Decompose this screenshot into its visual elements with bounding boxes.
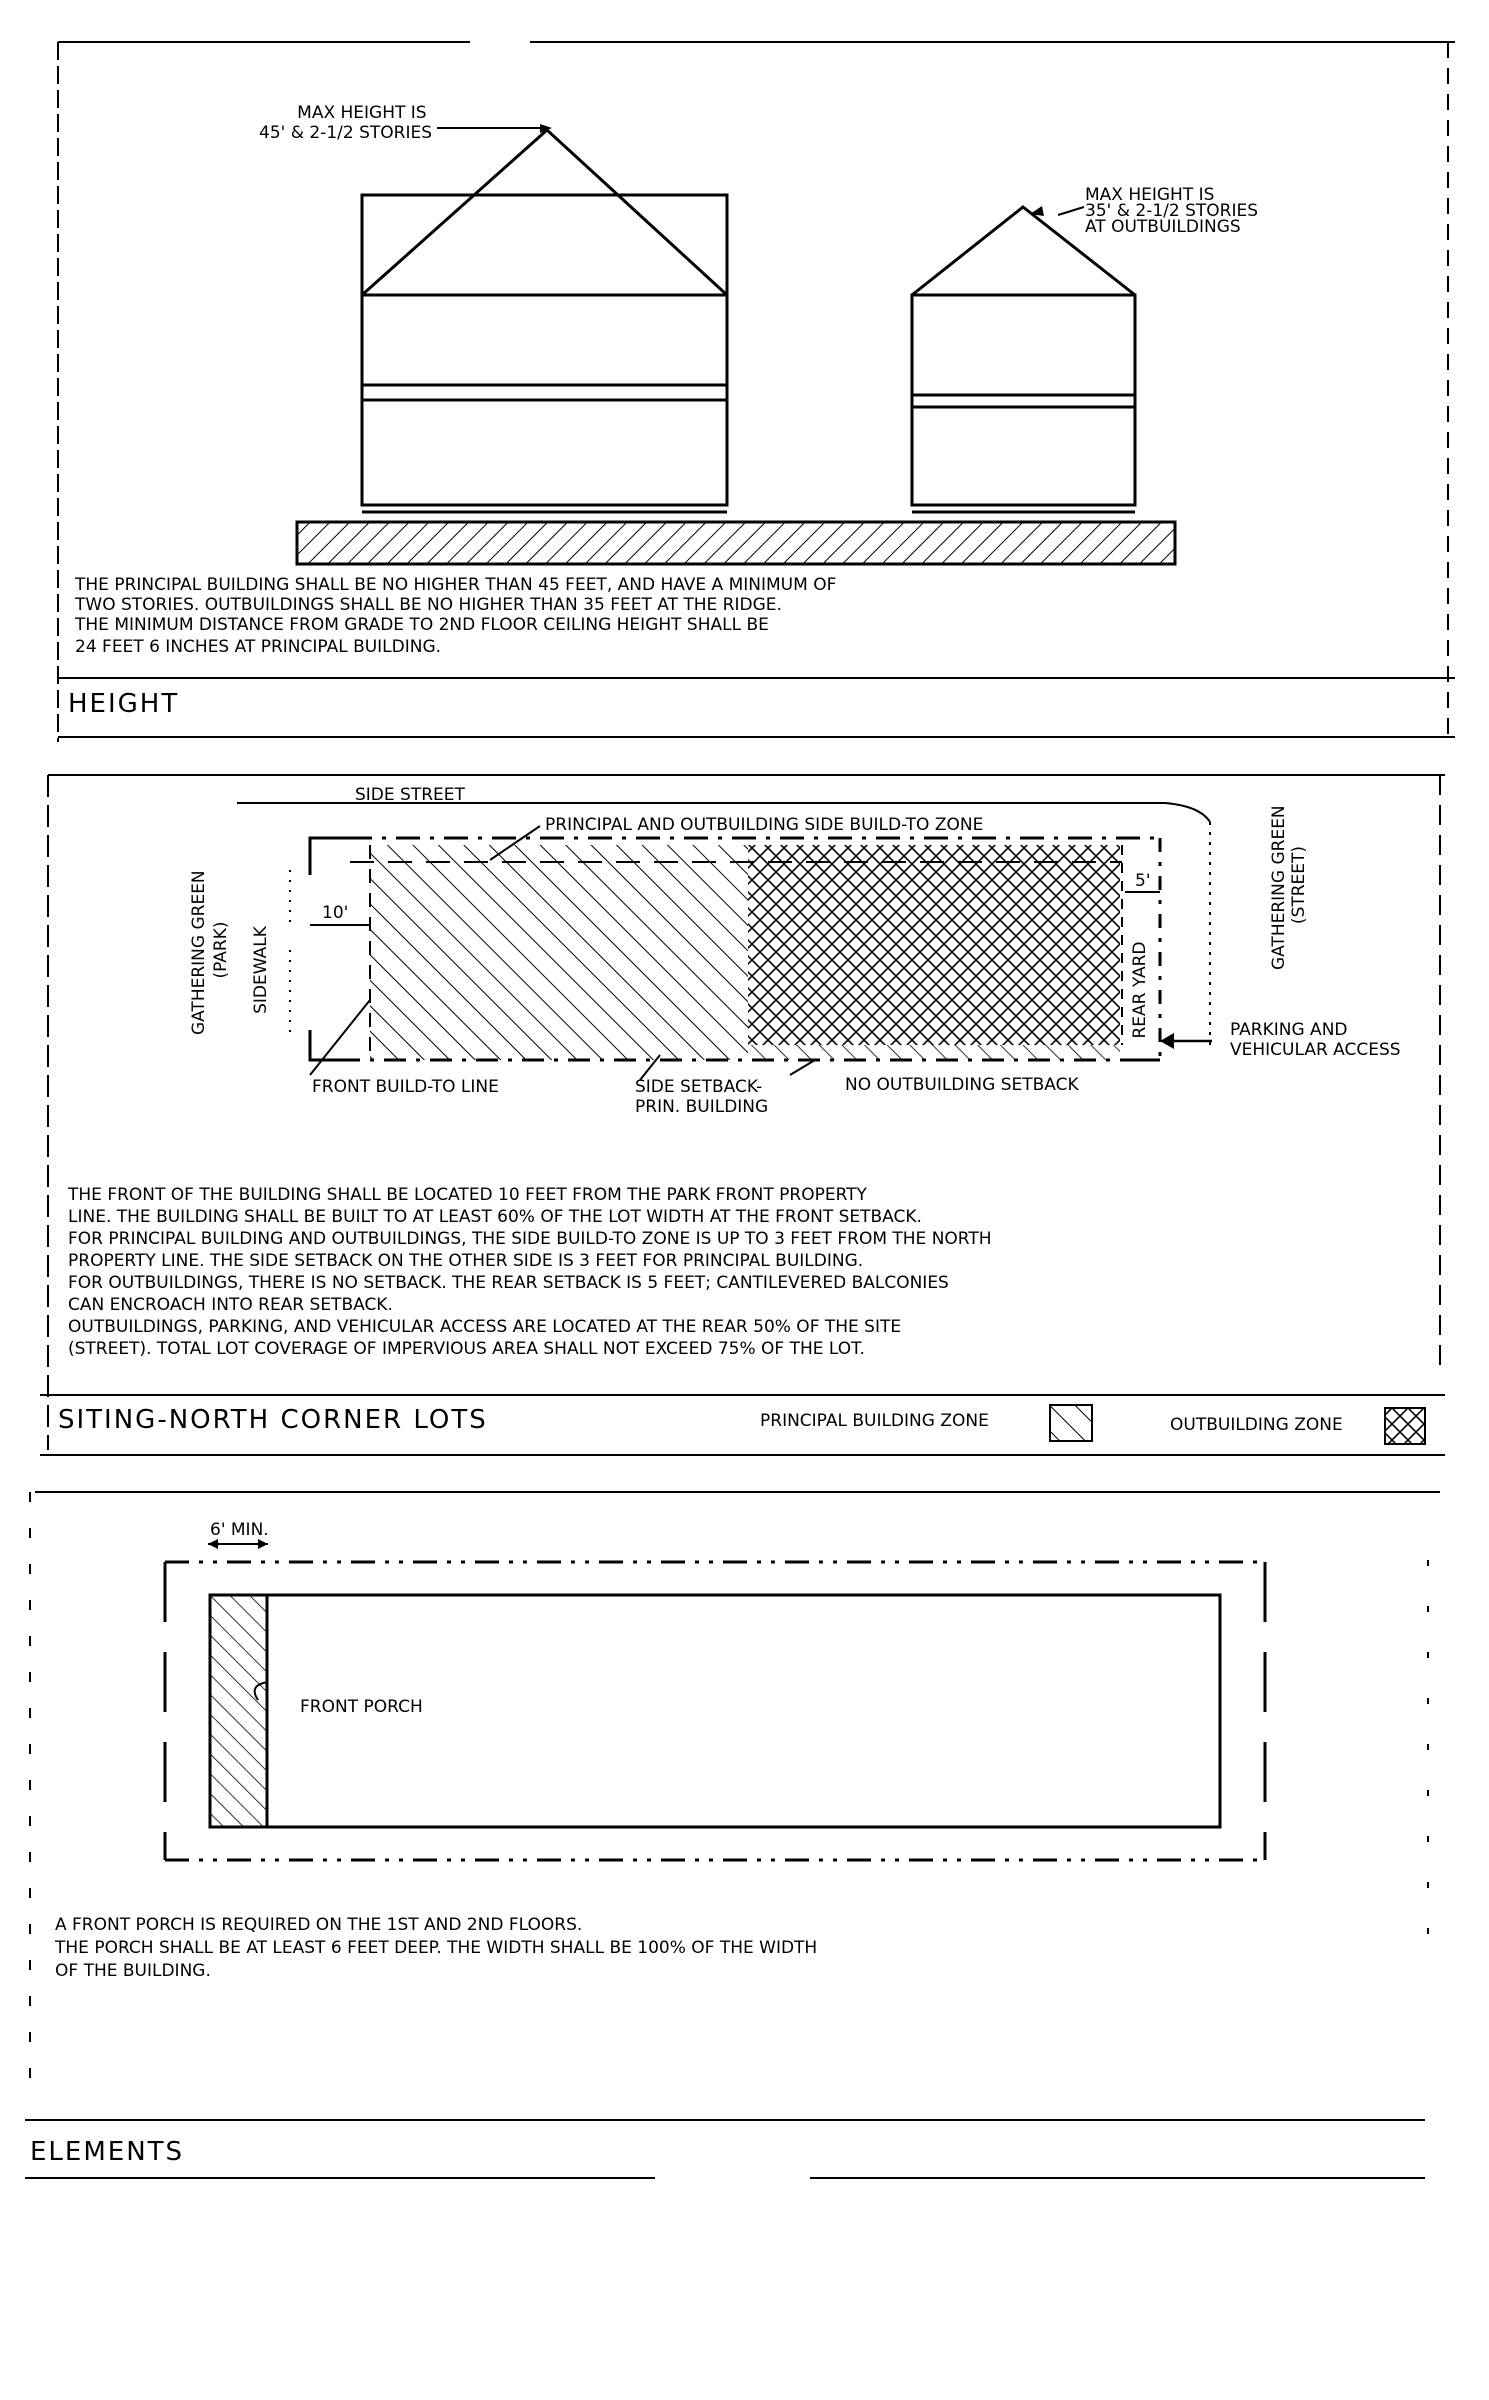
siting-section	[40, 775, 1445, 1455]
outbuilding-height-leader	[1058, 207, 1084, 215]
legend-outbuilding-label: OUTBUILDING ZONE	[1170, 1415, 1343, 1435]
parking-access-label: PARKING AND VEHICULAR ACCESS	[1230, 1020, 1401, 1060]
height-title: HEIGHT	[68, 689, 180, 719]
rear-yard-label: REAR YARD	[1130, 941, 1150, 1039]
outbuilding-elevation	[912, 207, 1135, 512]
dim-10-feet: 10'	[322, 903, 349, 923]
outbuilding-max-height-label: MAX HEIGHT IS 35' & 2-1/2 STORIES AT OUTBUILDINGS	[1085, 185, 1258, 237]
dim-5-feet: 5'	[1135, 871, 1151, 891]
no-outbuilding-setback-label: NO OUTBUILDING SETBACK	[845, 1075, 1079, 1095]
siting-description: THE FRONT OF THE BUILDING SHALL BE LOCATED 10 FEET FROM THE PARK FRONT PROPERTY LINE. THE BUILDING SHALL BE BUILT TO AT LEAST 60% OF THE LOT WIDTH AT THE FRONT SETBACK. FOR PRINCIPAL BUILDING AND OUTBUILDINGS, THE SIDE BUILD-TO ZONE IS UP TO 3 FEET FROM THE NORTH PROPERTY LINE. THE SIDE SETBACK ON THE OTHER SIDE IS 3 FEET FOR PRINCIPAL BUILDING. FOR OUTBUILDINGS, THERE IS NO SETBACK. THE REAR SETBACK IS 5 FEET; CANTILEVERED BALCONIES CAN ENCROACH INTO REAR SETBACK. OUTBUILDINGS, PARKING, AND VEHICULAR ACCESS ARE LOCATED AT THE REAR 50% OF THE SITE (STREET). TOTAL LOT COVERAGE OF IMPERVIOUS AREA SHALL NOT EXCEED 75% OF THE LOT.	[68, 1185, 992, 1359]
front-porch-label: FRONT PORCH	[300, 1697, 423, 1717]
principal-max-height-label: MAX HEIGHT IS 45' & 2-1/2 STORIES	[259, 103, 432, 143]
gathering-green-park-label: GATHERING GREEN (PARK)	[189, 870, 231, 1036]
side-setback-label: SIDE SETBACK- PRIN. BUILDING	[635, 1077, 769, 1117]
side-street-label: SIDE STREET	[355, 785, 465, 805]
legend-outbuilding-swatch	[1385, 1408, 1425, 1444]
side-build-to-zone-label: PRINCIPAL AND OUTBUILDING SIDE BUILD-TO ZONE	[545, 815, 984, 835]
gathering-green-street-label: GATHERING GREEN (STREET)	[1269, 805, 1309, 971]
principal-building-zone	[370, 845, 748, 1060]
front-build-to-line-label: FRONT BUILD-TO LINE	[312, 1077, 499, 1097]
legend-principal-label: PRINCIPAL BUILDING ZONE	[760, 1411, 989, 1431]
siting-title: SITING-NORTH CORNER LOTS	[58, 1405, 488, 1435]
outbuilding-zone	[748, 845, 1120, 1045]
height-section	[58, 42, 1455, 742]
grade-ground	[297, 522, 1175, 564]
sidewalk-label: SIDEWALK	[251, 926, 271, 1014]
front-porch-zone	[210, 1595, 267, 1827]
principal-building-elevation	[362, 130, 727, 512]
legend-principal-swatch	[1050, 1405, 1092, 1441]
lot-boundary	[310, 838, 348, 875]
height-description: THE PRINCIPAL BUILDING SHALL BE NO HIGHER THAN 45 FEET, AND HAVE A MINIMUM OF TWO STORIES. OUTBUILDINGS SHALL BE NO HIGHER THAN 35 FEET AT THE RIDGE. THE MINIMUM DISTANCE FROM GRADE TO 2ND FLOOR CEILING HEIGHT SHALL BE 24 FEET 6 INCHES AT PRINCIPAL BUILDING.	[75, 575, 837, 657]
elements-description: A FRONT PORCH IS REQUIRED ON THE 1ST AND 2ND FLOORS. THE PORCH SHALL BE AT LEAST 6 FEET DEEP. THE WIDTH SHALL BE 100% OF THE WIDTH OF THE BUILDING.	[55, 1915, 818, 1981]
elements-section	[25, 1492, 1440, 2178]
elements-title: ELEMENTS	[30, 2137, 185, 2167]
dim-6-feet-min: 6' MIN.	[210, 1520, 269, 1540]
